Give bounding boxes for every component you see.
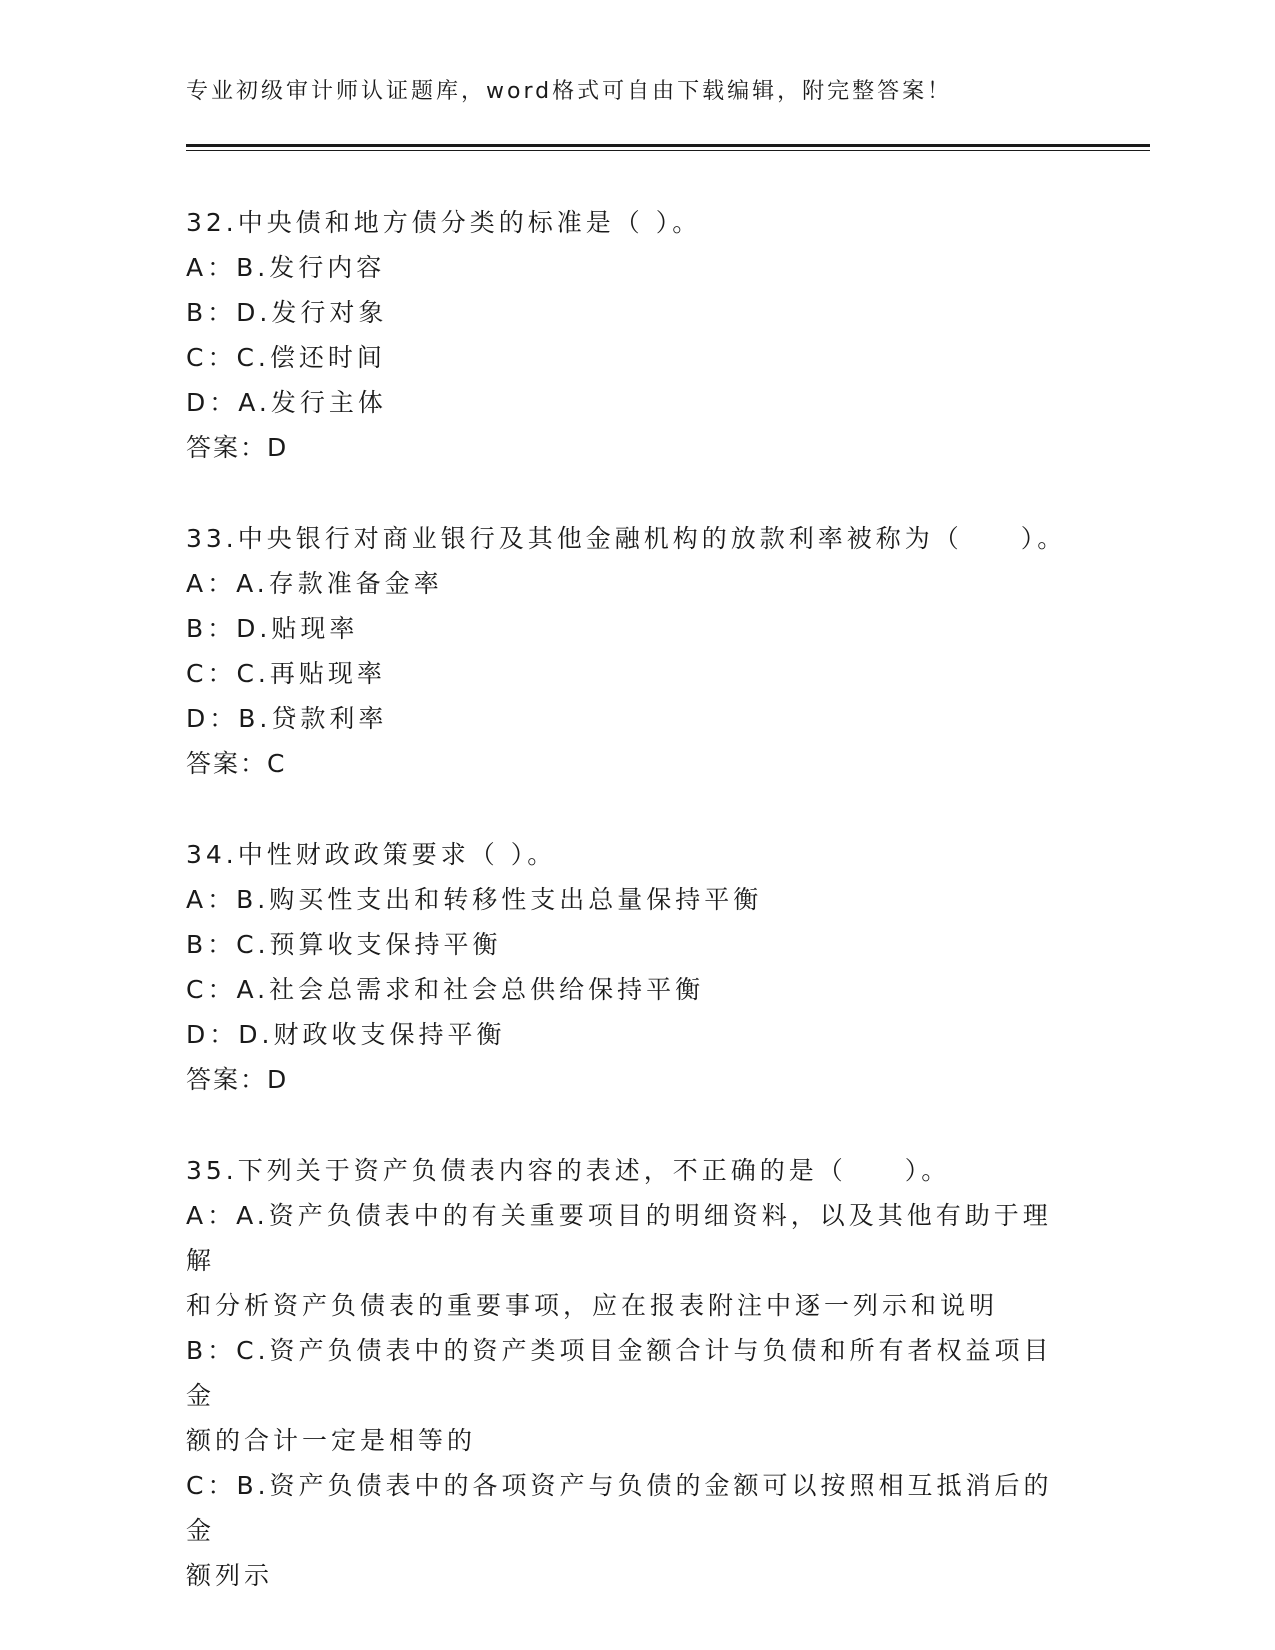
option-c: C：B.资产负债表中的各项资产与负债的金额可以按照相互抵消后的金 — [186, 1471, 1053, 1545]
option-a-continued: 和分析资产负债表的重要事项，应在报表附注中逐一列示和说明 — [186, 1291, 999, 1320]
question-stem: 33.中央银行对商业银行及其他金融机构的放款利率被称为（ ）。 — [186, 524, 1067, 553]
option-b: B：C.预算收支保持平衡 — [186, 930, 502, 959]
option-b-continued: 额的合计一定是相等的 — [186, 1426, 477, 1455]
option-c: C：C.偿还时间 — [186, 343, 386, 372]
answer-line: 答案：D — [186, 1065, 289, 1094]
option-b: B：C.资产负债表中的资产类项目金额合计与负债和所有者权益项目金 — [186, 1336, 1053, 1410]
header-rule-thin — [186, 150, 1150, 151]
question-stem: 35.下列关于资产负债表内容的表述，不正确的是（ ）。 — [186, 1156, 951, 1185]
header-rule-thick — [186, 144, 1150, 147]
option-a: A：B.购买性支出和转移性支出总量保持平衡 — [186, 885, 763, 914]
option-c-continued: 额列示 — [186, 1561, 274, 1590]
option-c: C：C.再贴现率 — [186, 659, 386, 688]
answer-line: 答案：C — [186, 749, 287, 778]
option-d: D：B.贷款利率 — [186, 704, 388, 733]
question-33 — [186, 516, 1076, 786]
option-b: B：D.贴现率 — [186, 614, 359, 643]
option-b: B：D.发行对象 — [186, 298, 388, 327]
option-d: D：A.发行主体 — [186, 388, 387, 417]
option-a: A：B.发行内容 — [186, 253, 386, 282]
option-a: A：A.资产负债表中的有关重要项目的明细资料，以及其他有助于理解 — [186, 1201, 1052, 1275]
question-stem: 34.中性财政政策要求（ ）。 — [186, 840, 557, 869]
page-header: 专业初级审计师认证题库，word格式可自由下载编辑，附完整答案！ — [186, 79, 953, 104]
question-stem: 32.中央债和地方债分类的标准是（ ）。 — [186, 208, 702, 237]
answer-line: 答案：D — [186, 433, 289, 462]
question-list — [186, 200, 1076, 1644]
question-32 — [186, 200, 1076, 470]
option-c: C：A.社会总需求和社会总供给保持平衡 — [186, 975, 705, 1004]
option-a: A：A.存款准备金率 — [186, 569, 443, 598]
question-34 — [186, 832, 1076, 1102]
question-35 — [186, 1148, 1076, 1598]
option-d: D：D.财政收支保持平衡 — [186, 1020, 506, 1049]
